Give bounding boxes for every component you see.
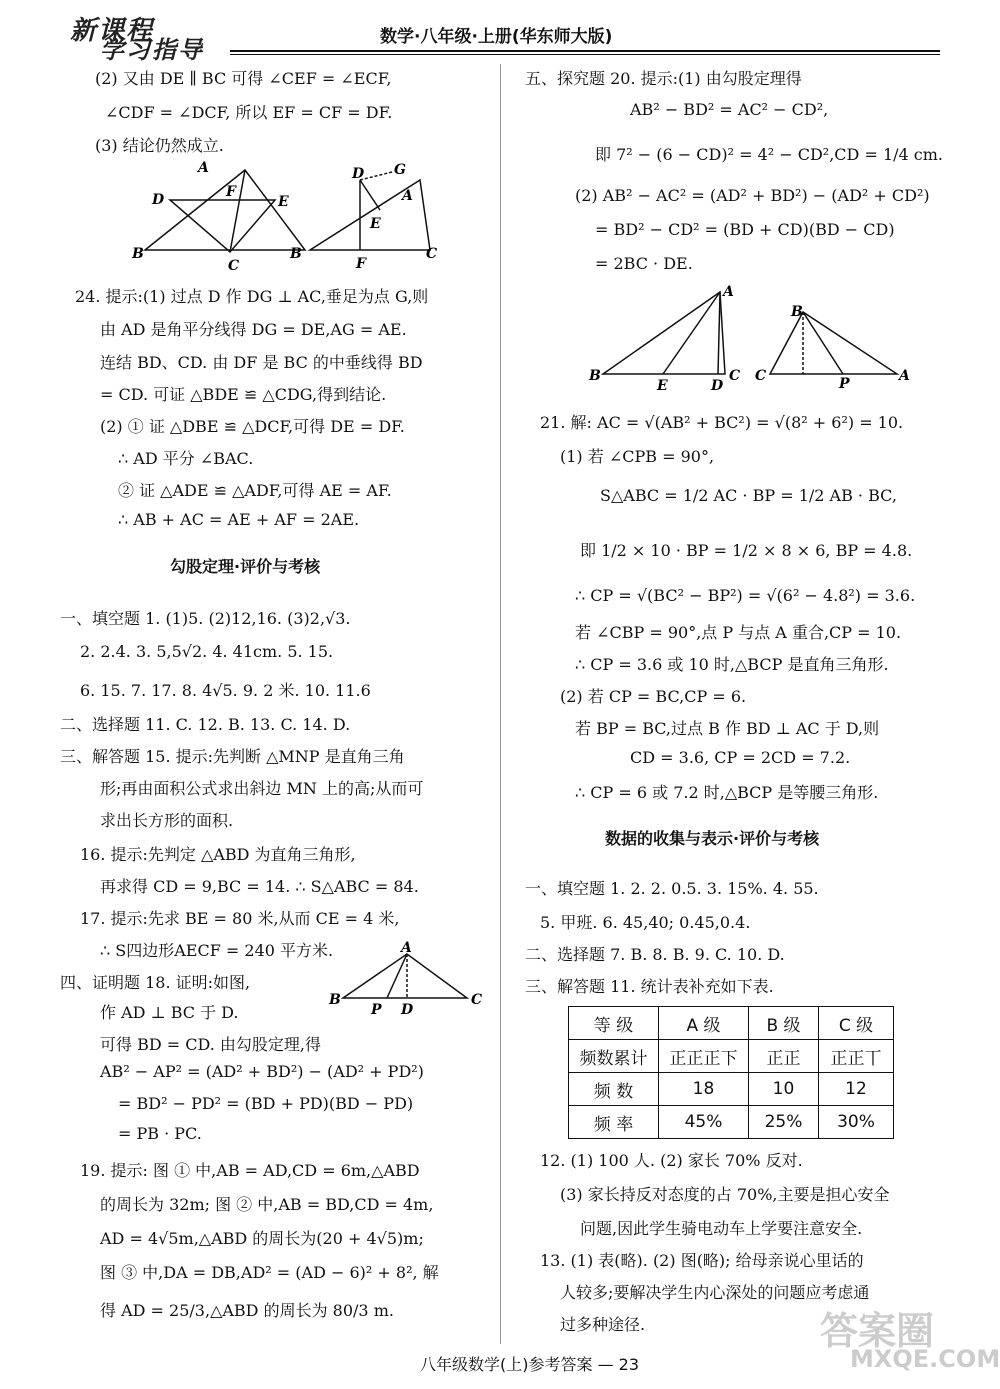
text-line: 二、选择题 7. B. 8. B. 9. C. 10. D.: [525, 945, 785, 964]
watermark-url: MXQE.COM: [850, 1345, 1000, 1373]
text-line: CD = 3.6, CP = 2CD = 7.2.: [630, 748, 851, 767]
text-line: 若 BP = BC,过点 B 作 BD ⊥ AC 于 D,则: [575, 719, 880, 738]
table-cell: B 级: [749, 1007, 819, 1040]
label-E: E: [278, 194, 289, 210]
label-C: C: [426, 246, 438, 262]
text-line: 24. 提示:(1) 过点 D 作 DG ⊥ AC,垂足为点 G,则: [75, 287, 429, 306]
label-C: C: [755, 368, 767, 384]
text-line: ∴ AD 平分 ∠BAC.: [118, 449, 254, 468]
text-line: 再求得 CD = 9,BC = 14. ∴ S△ABC = 84.: [100, 877, 419, 896]
label-A: A: [723, 284, 734, 300]
text-line: 16. 提示:先判定 △ABD 为直角三角形,: [80, 845, 356, 864]
table-cell: 正正正下: [659, 1040, 749, 1073]
text-line: 过多种途径.: [560, 1315, 646, 1334]
text-line: 求出长方形的面积.: [100, 811, 234, 830]
text-line: 21. 解: AC = √(AB² + BC²) = √(8² + 6²) = 10.: [540, 413, 904, 432]
label-C: C: [729, 368, 741, 384]
label-B: B: [791, 304, 803, 320]
text-line: = CD. 可证 △BDE ≌ △CDG,得到结论.: [100, 385, 387, 404]
table-cell: 频 率: [569, 1106, 659, 1139]
figure-20-diagrams: [585, 282, 925, 392]
table-cell: 25%: [749, 1106, 819, 1139]
text-line: (2) 又由 DE ∥ BC 可得 ∠CEF = ∠ECF,: [95, 69, 392, 88]
text-line: 三、解答题 15. 提示:先判断 △MNP 是直角三角: [60, 747, 405, 766]
text-line: AD = 4√5m,△ABD 的周长为(20 + 4√5)m;: [100, 1229, 424, 1248]
page-header-title: 数学·八年级·上册(华东师大版): [380, 27, 613, 47]
label-B: B: [329, 992, 341, 1008]
label-A: A: [402, 188, 413, 204]
label-D: D: [401, 1002, 414, 1018]
header-rule-thin: [230, 54, 940, 55]
text-line: ∠CDF = ∠DCF, 所以 EF = CF = DF.: [105, 103, 393, 122]
logo-line2: 学习指导: [100, 35, 204, 64]
text-line: 的周长为 32m; 图 ② 中,AB = BD,CD = 4m,: [100, 1195, 434, 1214]
figure-23-diagrams: [130, 160, 460, 275]
text-line: 图 ③ 中,DA = DB,AD² = (AD − 6)² + 8², 解: [100, 1263, 439, 1282]
statistics-table: [568, 1006, 894, 1139]
table-cell: 45%: [659, 1106, 749, 1139]
label-A: A: [198, 160, 209, 176]
text-line: 13. (1) 表(略). (2) 图(略); 给母亲说心里话的: [540, 1251, 864, 1270]
text-line: ∴ CP = 3.6 或 10 时,△BCP 是直角三角形.: [575, 655, 889, 674]
label-D: D: [711, 378, 724, 392]
text-line: 若 ∠CBP = 90°,点 P 与点 A 重合,CP = 10.: [575, 623, 902, 642]
text-line: 由 AD 是角平分线得 DG = DE,AG = AE.: [100, 320, 407, 339]
label-E: E: [370, 216, 381, 232]
label-B: B: [290, 246, 302, 262]
text-line: 形;再由面积公式求出斜边 MN 上的高;从而可: [100, 779, 424, 798]
text-line: 19. 提示: 图 ① 中,AB = AD,CD = 6m,△ABD: [80, 1161, 420, 1180]
text-line: 连结 BD、CD. 由 DF 是 BC 的中垂线得 BD: [100, 353, 423, 372]
text-line: 人较多;要解决学生内心深处的问题应考虑通: [560, 1283, 870, 1302]
table-cell: 18: [659, 1073, 749, 1106]
text-line: 三、解答题 11. 统计表补充如下表.: [525, 977, 774, 996]
text-line: 作 AD ⊥ BC 于 D.: [100, 1003, 239, 1022]
table-cell: 正正丅: [819, 1040, 894, 1073]
label-C: C: [228, 258, 240, 274]
text-line: 12. (1) 100 人. (2) 家长 70% 反对.: [540, 1151, 803, 1170]
watermark-logo: 答案圈: [820, 1309, 935, 1353]
text-line: 可得 BD = CD. 由勾股定理,得: [100, 1035, 322, 1054]
text-line: (2) ① 证 △DBE ≌ △DCF,可得 DE = DF.: [100, 417, 405, 436]
text-line: = BD² − CD² = (BD + CD)(BD − CD): [595, 220, 895, 239]
text-line: (3) 结论仍然成立.: [95, 136, 224, 155]
text-line: 四、证明题 18. 证明:如图,: [60, 973, 251, 992]
table-cell: 10: [749, 1073, 819, 1106]
text-line: 即 1/2 × 10 · BP = 1/2 × 8 × 6, BP = 4.8.: [580, 541, 913, 560]
column-divider: [500, 64, 501, 1344]
page-footer: 八年级数学(上)参考答案 — 23: [420, 1355, 640, 1374]
text-line: 问题,因此学生骑电动车上学要注意安全.: [580, 1219, 863, 1238]
label-P: P: [371, 1002, 382, 1018]
figure-18-diagram: [325, 940, 495, 1020]
text-line: 17. 提示:先求 BE = 80 米,从而 CE = 4 米,: [80, 909, 400, 928]
section-title: 数据的收集与表示·评价与考核: [605, 829, 820, 848]
text-line: (1) 若 ∠CPB = 90°,: [560, 447, 715, 466]
table-cell: A 级: [659, 1007, 749, 1040]
text-line: ∴ CP = √(BC² − BP²) = √(6² − 4.8²) = 3.6.: [575, 586, 916, 605]
text-line: S△ABC = 1/2 AC · BP = 1/2 AB · BC,: [600, 486, 897, 505]
text-line: = BD² − PD² = (BD + PD)(BD − PD): [118, 1094, 414, 1113]
text-line: 即 7² − (6 − CD)² = 4² − CD²,CD = 1/4 cm.: [595, 145, 944, 164]
text-line: 5. 甲班. 6. 45,40; 0.45,0.4.: [540, 913, 751, 932]
table-cell: 等 级: [569, 1007, 659, 1040]
table-row: [569, 1073, 894, 1106]
text-line: 2. 2.4. 3. 5,5√2. 4. 41cm. 5. 15.: [80, 642, 334, 661]
table-cell: 频数累计: [569, 1040, 659, 1073]
label-D: D: [152, 192, 165, 208]
table-row: [569, 1106, 894, 1139]
label-F: F: [356, 256, 366, 272]
text-line: AB² − AP² = (AD² + BD²) − (AD² + PD²): [100, 1062, 424, 1081]
label-G: G: [394, 162, 406, 178]
label-B: B: [589, 368, 601, 384]
text-line: 6. 15. 7. 17. 8. 4√5. 9. 2 米. 10. 11.6: [80, 681, 371, 700]
table-cell: C 级: [819, 1007, 894, 1040]
table-cell: 12: [819, 1073, 894, 1106]
logo-line1: 新课程: [70, 16, 155, 46]
text-line: ∴ S四边形AECF = 240 平方米.: [100, 941, 334, 960]
label-C: C: [471, 992, 483, 1008]
text-line: = PB · PC.: [118, 1124, 202, 1143]
table-header-row: [569, 1007, 894, 1040]
text-line: (3) 家长持反对态度的占 70%,主要是担心安全: [560, 1185, 890, 1204]
label-A: A: [899, 368, 910, 384]
text-line: (2) 若 CP = BC,CP = 6.: [560, 687, 747, 706]
text-line: ∴ AB + AC = AE + AF = 2AE.: [118, 510, 360, 529]
header-rule: [230, 50, 940, 52]
table-cell: 30%: [819, 1106, 894, 1139]
text-line: 二、选择题 11. C. 12. B. 13. C. 14. D.: [60, 715, 351, 734]
section-title: 勾股定理·评价与考核: [170, 557, 321, 576]
text-line: ∴ CP = 6 或 7.2 时,△BCP 是等腰三角形.: [575, 783, 879, 802]
label-D: D: [352, 166, 365, 182]
label-A: A: [401, 940, 412, 956]
table-cell: 频 数: [569, 1073, 659, 1106]
text-line: 一、填空题 1. (1)5. (2)12,16. (3)2,√3.: [60, 609, 351, 628]
label-F: F: [226, 184, 236, 200]
text-line: AB² − BD² = AC² − CD²,: [630, 100, 829, 119]
table-cell: 正正: [749, 1040, 819, 1073]
label-B: B: [132, 246, 144, 262]
text-line: 得 AD = 25/3,△ABD 的周长为 80/3 m.: [100, 1301, 394, 1320]
text-line: 五、探究题 20. 提示:(1) 由勾股定理得: [525, 69, 802, 88]
text-line: (2) AB² − AC² = (AD² + BD²) − (AD² + CD²): [575, 186, 930, 205]
table-row: [569, 1040, 894, 1073]
text-line: = 2BC · DE.: [595, 254, 693, 273]
label-E: E: [657, 378, 668, 392]
text-line: ② 证 △ADE ≌ △ADF,可得 AE = AF.: [118, 481, 392, 500]
label-P: P: [839, 376, 850, 392]
text-line: 一、填空题 1. 2. 2. 0.5. 3. 15%. 4. 55.: [525, 879, 819, 898]
